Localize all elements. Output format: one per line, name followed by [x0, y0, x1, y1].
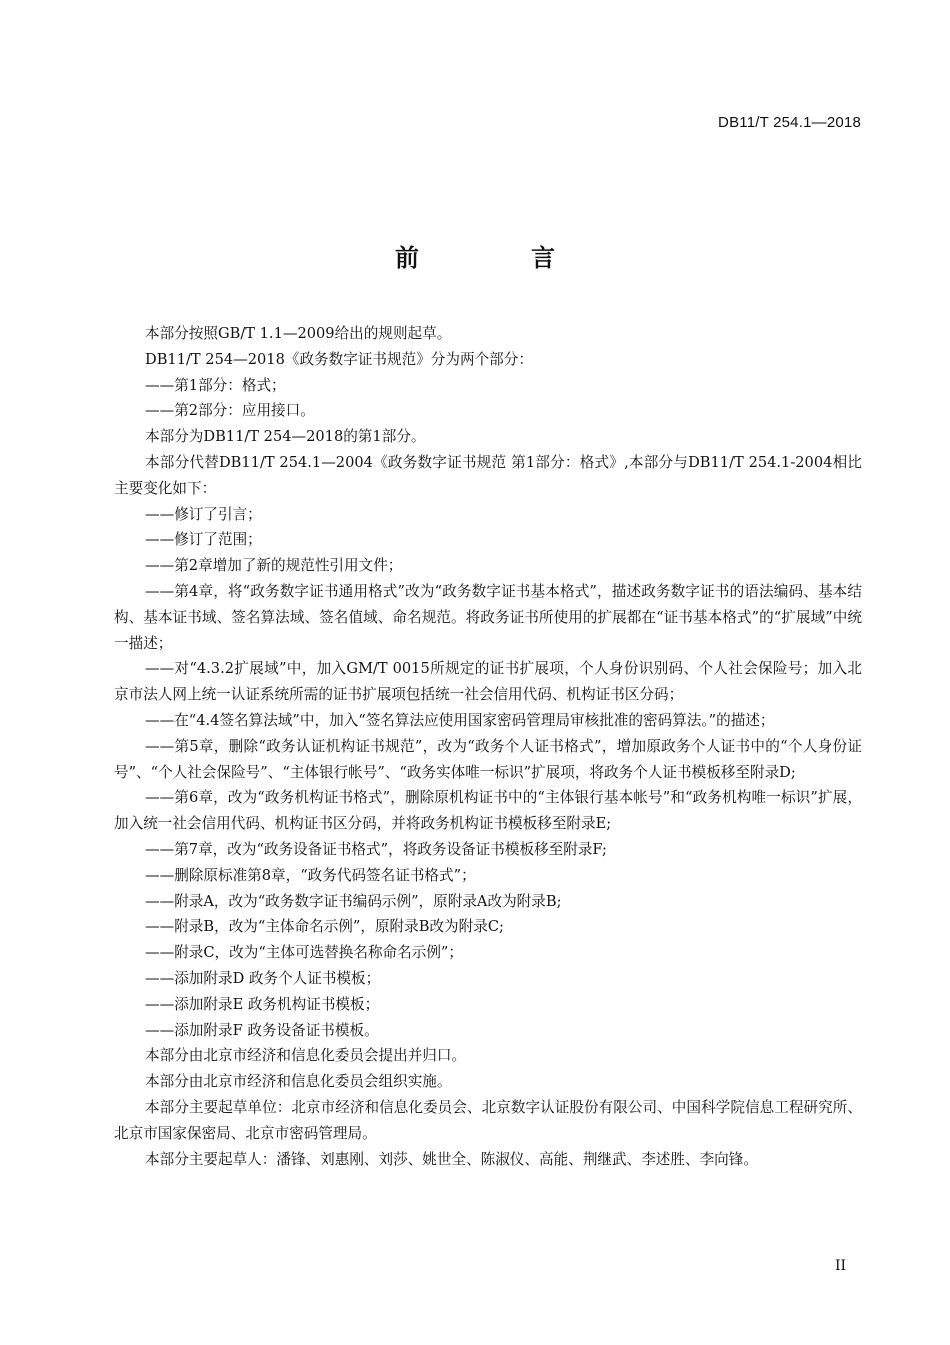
- paragraph: 本部分按照GB/T 1.1—2009给出的规则起草。: [145, 325, 452, 342]
- paragraph: 本部分主要起草人：潘锋、刘惠刚、刘莎、姚世全、陈淑仪、高能、荆继武、李述胜、李向锋。: [145, 1150, 758, 1168]
- paragraph: 本部分为DB11/T 254—2018的第1部分。: [145, 428, 426, 446]
- paragraph: 本部分由北京市经济和信息化委员会提出并归口。: [145, 1047, 467, 1065]
- document-code: DB11/T 254.1—2018: [718, 114, 861, 131]
- list-item: ——修订了范围；: [145, 531, 262, 549]
- foreword-body: [114, 321, 862, 1172]
- list-item: ——第4章，将“政务数字证书通用格式”改为“政务数字证书基本格式”，描述政务数字证书的语法编码、基本结构、基本证书域、签名算法域、签名值域、命名规范。将政务证书所使用的扩展都在“证书基本格式”的“扩展域”中统一描述；: [114, 582, 862, 652]
- list-item: ——修订了引言；: [145, 505, 262, 523]
- page-title: 前 言: [395, 244, 599, 272]
- paragraph: DB11/T 254—2018《政务数字证书规范》分为两个部分：: [145, 350, 533, 368]
- list-item: ——第5章，删除“政务认证机构证书规范”，改为“政务个人证书格式”，增加原政务个人证书中的“个人身份证号”、“个人社会保险号”、“主体银行帐号”、“政务实体唯一标识”扩展项，将政务个人证书模板移至附录D;: [114, 737, 862, 781]
- list-item: ——在“4.4签名算法域”中，加入“签名算法应使用国家密码管理局审核批准的密码算法。”的描述；: [145, 711, 775, 729]
- list-item: ——附录A，改为“政务数字证书编码示例”，原附录A改为附录B;: [145, 892, 562, 910]
- list-item: ——添加附录E 政务机构证书模板；: [145, 995, 380, 1013]
- paragraph: 本部分代替DB11/T 254.1—2004《政务数字证书规范 第1部分：格式》,本部分与DB11/T 254.1-2004相比主要变化如下：: [114, 453, 862, 497]
- list-item: ——添加附录D 政务个人证书模板；: [145, 969, 381, 987]
- list-item: ——附录B，改为“主体命名示例”，原附录B改为附录C;: [145, 918, 504, 936]
- paragraph: 本部分由北京市经济和信息化委员会组织实施。: [145, 1073, 452, 1091]
- list-item: ——第2章增加了新的规范性引用文件；: [145, 557, 403, 575]
- list-item: ——添加附录F 政务设备证书模板。: [145, 1021, 379, 1039]
- list-item: ——第6章，改为“政务机构证书格式”，删除原机构证书中的“主体银行基本帐号”和“政务机构唯一标识”扩展，加入统一社会信用代码、机构证书区分码，并将政务机构证书模板移至附录E;: [114, 789, 862, 833]
- list-item: ——第1部分：格式；: [145, 376, 286, 394]
- list-item: ——第7章，改为“政务设备证书格式”，将政务设备证书模板移至附录F;: [145, 840, 607, 858]
- list-item: ——第2部分：应用接口。: [145, 402, 315, 420]
- list-item: ——附录C，改为“主体可选替换名称命名示例”；: [145, 944, 463, 962]
- list-item: ——删除原标准第8章，“政务代码签名证书格式”；: [145, 866, 476, 884]
- paragraph: 本部分主要起草单位：北京市经济和信息化委员会、北京数字认证股份有限公司、中国科学院信息工程研究所、北京市国家保密局、北京市密码管理局。: [114, 1098, 862, 1142]
- page-number: II: [834, 1258, 846, 1274]
- list-item: ——对“4.3.2扩展域”中，加入GM/T 0015所规定的证书扩展项，个人身份识别码、个人社会保险号；加入北京市法人网上统一认证系统所需的证书扩展项包括统一社会信用代码、机构证书区分码；: [114, 660, 862, 704]
